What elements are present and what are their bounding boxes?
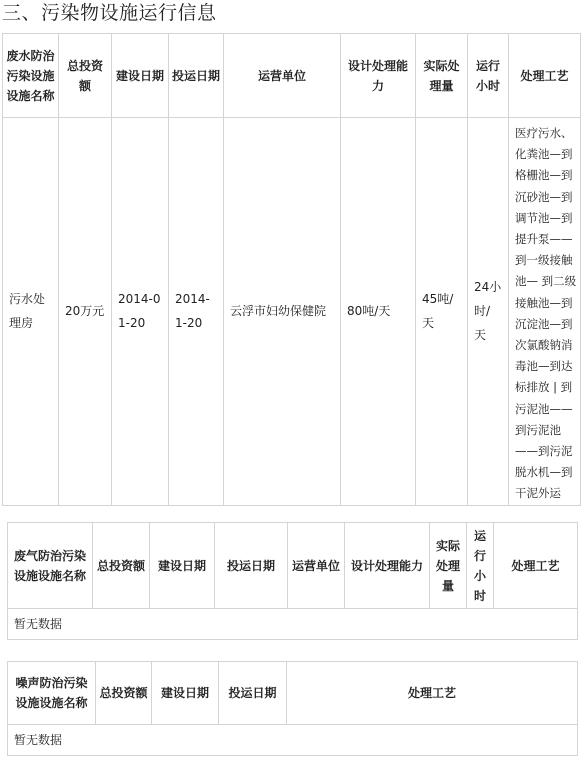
cell-process: 医疗污水、化粪池—到格栅池—到沉砂池—到调节池—到提升泵——到一级接触池— 到二级接触池—到沉淀池—到次氯酸钠消毒池—到达标排放 | 到污泥池——到污泥池——到污泥脱水机—到干泥外运 [509, 118, 581, 506]
header-investment: 总投资额 [59, 34, 112, 118]
header-facility-name: 噪声防治污染设施设施名称 [8, 662, 96, 725]
header-operator: 运营单位 [288, 523, 345, 609]
header-facility-name: 废水防治污染设施设施名称 [3, 34, 59, 118]
header-build-date: 建设日期 [112, 34, 169, 118]
cell-facility-name: 污水处理房 [3, 118, 59, 506]
header-design-capacity: 设计处理能力 [341, 34, 416, 118]
header-process: 处理工艺 [509, 34, 581, 118]
table-row [3, 118, 581, 506]
header-facility-name: 废气防治污染设施设施名称 [8, 523, 93, 609]
empty-message: 暂无数据 [8, 725, 578, 756]
cell-build-date: 2014-01-20 [112, 118, 169, 506]
header-build-date: 建设日期 [150, 523, 215, 609]
table-row [8, 725, 578, 756]
wastewater-facility-table [2, 33, 581, 506]
exhaust-gas-facility-table [7, 522, 578, 640]
cell-operator: 云浮市妇幼保健院 [224, 118, 341, 506]
header-operate-date: 投运日期 [169, 34, 224, 118]
header-actual-volume: 实际处理量 [430, 523, 467, 609]
header-process: 处理工艺 [287, 662, 578, 725]
cell-actual-volume: 45吨/天 [416, 118, 468, 506]
cell-run-hours: 24小时/天 [468, 118, 509, 506]
header-investment: 总投资额 [96, 662, 152, 725]
header-operator: 运营单位 [224, 34, 341, 118]
table-header-row [8, 523, 578, 609]
header-design-capacity: 设计处理能力 [345, 523, 430, 609]
cell-investment: 20万元 [59, 118, 112, 506]
header-build-date: 建设日期 [152, 662, 219, 725]
noise-facility-table [7, 661, 578, 756]
table-header-row [8, 662, 578, 725]
header-operate-date: 投运日期 [215, 523, 288, 609]
empty-message: 暂无数据 [8, 609, 578, 640]
header-investment: 总投资额 [93, 523, 150, 609]
header-actual-volume: 实际处理量 [416, 34, 468, 118]
header-process: 处理工艺 [494, 523, 578, 609]
header-run-hours: 运行小时 [467, 523, 494, 609]
table-header-row [3, 34, 581, 118]
table-row [8, 609, 578, 640]
header-operate-date: 投运日期 [219, 662, 287, 725]
header-run-hours: 运行小时 [468, 34, 509, 118]
cell-operate-date: 2014-1-20 [169, 118, 224, 506]
cell-design-capacity: 80吨/天 [341, 118, 416, 506]
section-title: 三、污染物设施运行信息 [2, 2, 217, 24]
